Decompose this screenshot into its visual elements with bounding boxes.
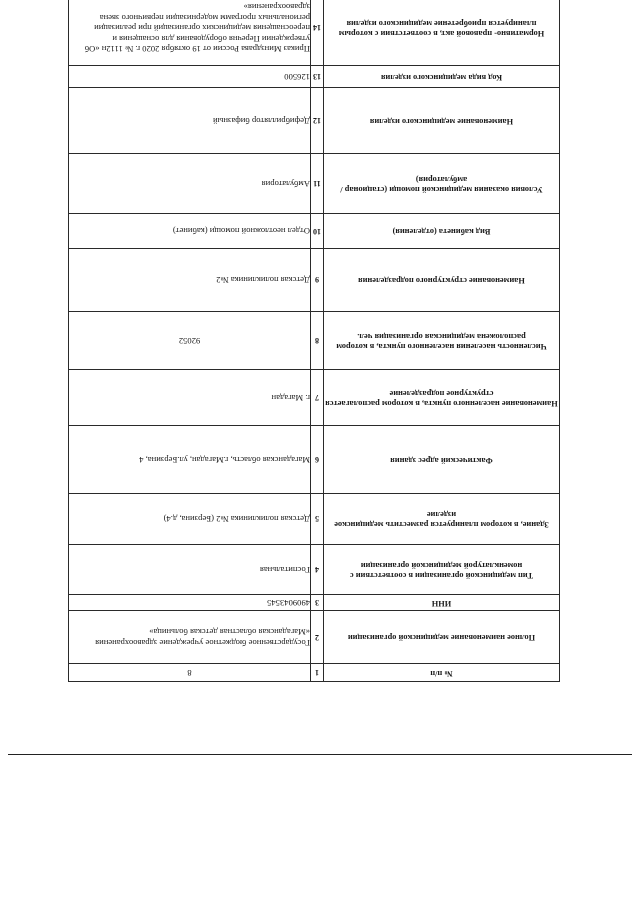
table-row	[69, 611, 560, 664]
table-row	[69, 0, 560, 66]
row-value: Отдел неотложной помощи (кабинет)	[69, 214, 311, 248]
row-label: Тип медицинской организации в соответствии с номенклатурой медицинской организации	[324, 545, 560, 594]
row-value: 92052	[69, 312, 311, 370]
row-number: 14	[311, 0, 324, 66]
table-row	[69, 545, 560, 594]
row-label: ИНН	[324, 594, 560, 610]
row-number: 8	[311, 312, 324, 370]
table-row	[69, 594, 560, 610]
row-label: Наименование населенного пункта, в котором располагается структурное подразделение	[324, 369, 560, 426]
row-number: 6	[311, 426, 324, 493]
row-label: Наименование медицинского изделия	[324, 88, 560, 154]
row-number: 13	[311, 66, 324, 88]
row-value: 4909043545	[69, 594, 311, 610]
row-number: 5	[311, 493, 324, 545]
row-number: 2	[311, 611, 324, 664]
table-row	[69, 426, 560, 493]
row-label: Наименование структурного подразделения	[324, 248, 560, 312]
row-number: 7	[311, 369, 324, 426]
row-number: 3	[311, 594, 324, 610]
row-number: 11	[311, 154, 324, 214]
row-number: 10	[311, 214, 324, 248]
row-value: г. Магадан	[69, 369, 311, 426]
equipment-request-table	[68, 0, 560, 682]
table-row	[69, 664, 560, 682]
table-row	[69, 66, 560, 88]
row-value: Приказ Минздрава России от 19 октября 2020 г. № 1112н «Об утверждении Перечня оборудования для оснащения и переоснащения медицинских организаций при реализации региональных программ модернизации первичного звена здравоохранения»	[69, 0, 311, 66]
table-row	[69, 369, 560, 426]
row-value: Амбулатория	[69, 154, 311, 214]
row-number: 12	[311, 88, 324, 154]
row-label: Вид кабинета (отделения)	[324, 214, 560, 248]
row-label: Здание, в котором планируется разместить медицинское изделие	[324, 493, 560, 545]
row-value: Магаданская область, г.Магадан, ул.Берзина, 4	[69, 426, 311, 493]
row-value: Детская поликлиника №2	[69, 248, 311, 312]
row-value: 8	[69, 664, 311, 682]
row-label: Код вида медицинского изделия	[324, 66, 560, 88]
row-value: 126500	[69, 66, 311, 88]
row-label: Фактический адрес здания	[324, 426, 560, 493]
table-row	[69, 154, 560, 214]
row-value: Госпитальная	[69, 545, 311, 594]
row-label: Полное наименование медицинской организации	[324, 611, 560, 664]
row-value: Государственное бюджетное учреждение здравоохранения «Магаданская областная детская больница»	[69, 611, 311, 664]
table-row	[69, 248, 560, 312]
row-label: Нормативно- правовой акт, в соответствии с которым планируется приобретение медицинского изделия	[324, 0, 560, 66]
table-row	[69, 88, 560, 154]
row-label: Численность населения населенного пункта, в котором расположена медицинская организация чел.	[324, 312, 560, 370]
horizontal-divider	[8, 754, 632, 755]
row-value: Детская поликлиника №2 (Берзина, д.4)	[69, 493, 311, 545]
row-label: Условия оказания медицинской помощи (стационар /амбулатория)	[324, 154, 560, 214]
row-number: 1	[311, 664, 324, 682]
table-row	[69, 493, 560, 545]
row-number: 9	[311, 248, 324, 312]
row-label: № п/п	[324, 664, 560, 682]
table-row	[69, 214, 560, 248]
row-value: Дефибриллятор бифазный	[69, 88, 311, 154]
row-number: 4	[311, 545, 324, 594]
table-row	[69, 312, 560, 370]
